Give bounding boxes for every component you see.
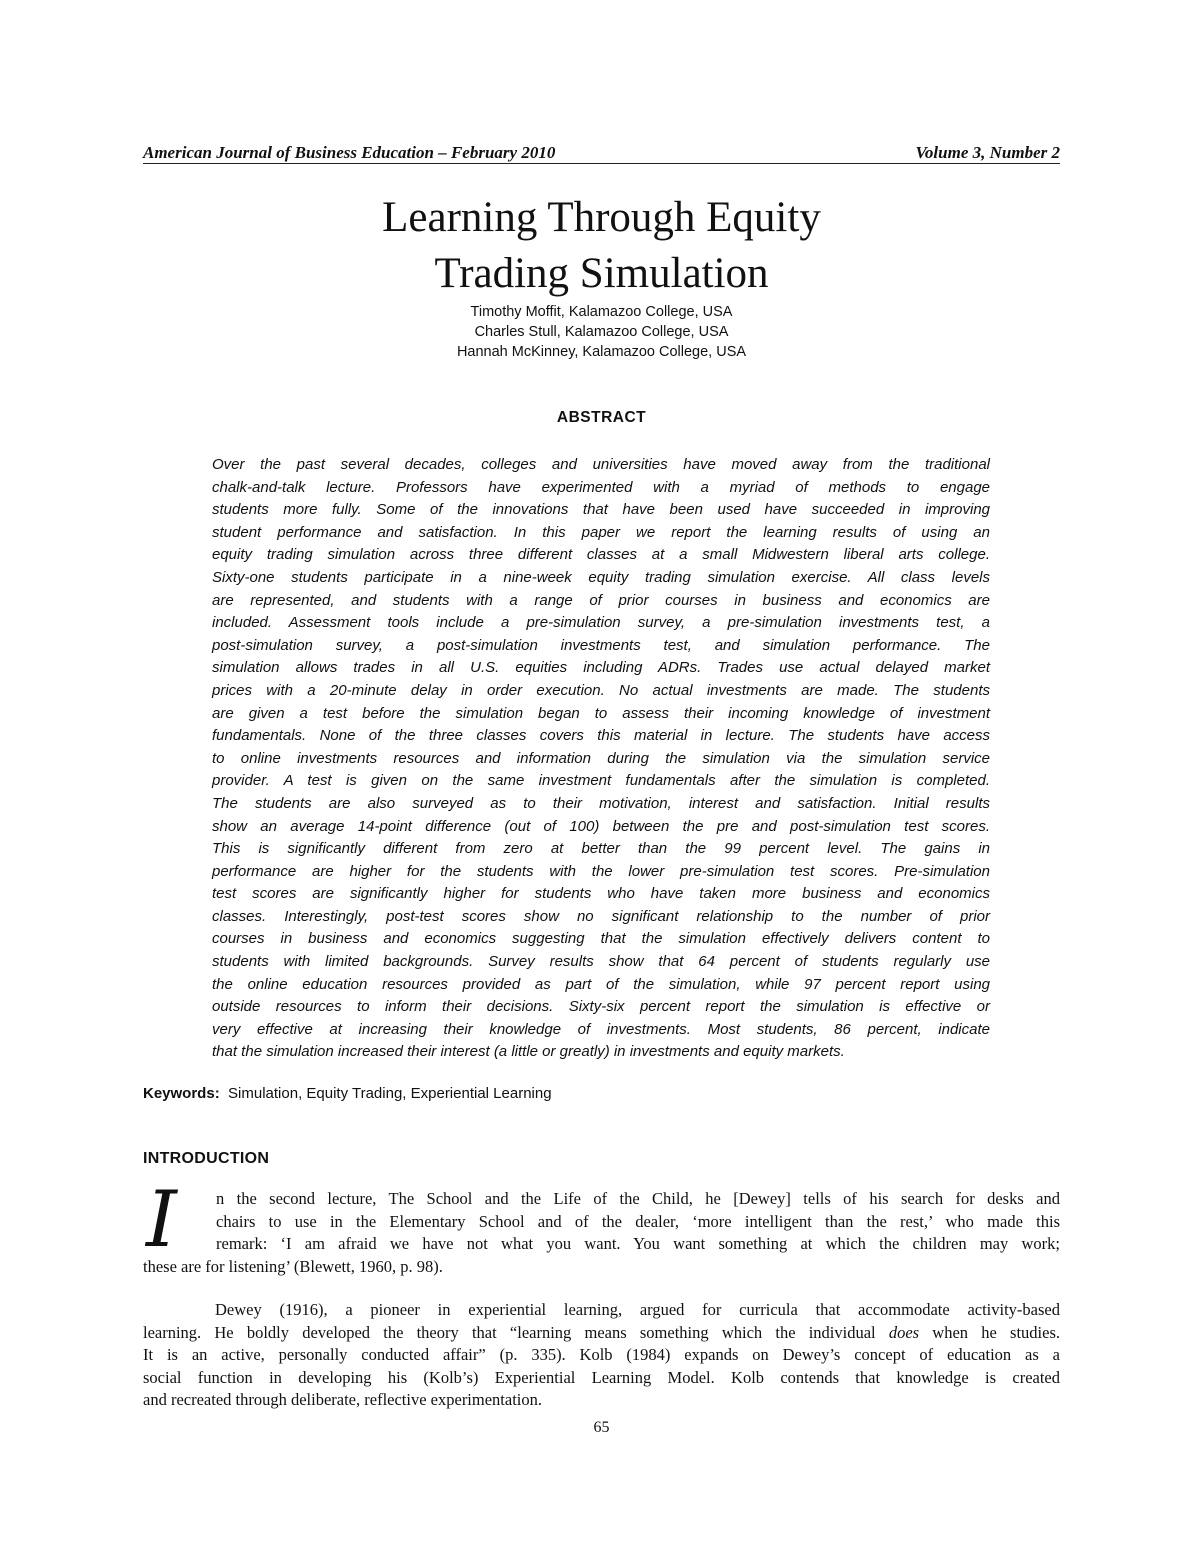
abstract-line: prices with a 20-minute delay in order execution. No actual investments are made. The students <box>212 681 990 699</box>
introduction-heading: INTRODUCTION <box>143 1150 270 1167</box>
abstract-line: the online education resources provided as part of the simulation, while 97 percent report using <box>212 975 990 993</box>
volume-number: Volume 3, Number 2 <box>915 143 1060 162</box>
paragraph-line: It is an active, personally conducted affair” (p. 335). Kolb (1984) expands on Dewey’s concept of education as a <box>143 1345 1060 1365</box>
abstract-line: Sixty-one students participate in a nine-week equity trading simulation exercise. All class levels <box>212 568 990 586</box>
drop-cap: I <box>146 1175 177 1265</box>
paragraph-line: remark: ‘I am afraid we have not what you want. You want something at which the children may work; <box>216 1234 1060 1254</box>
paragraph-line: and recreated through deliberate, reflective experimentation. <box>143 1390 543 1410</box>
abstract-line: simulation allows trades in all U.S. equities including ADRs. Trades use actual delayed market <box>212 659 990 677</box>
title-line-2: Trading Simulation <box>434 250 769 297</box>
keywords-label: Keywords: <box>143 1085 220 1102</box>
abstract-body <box>212 454 990 1064</box>
abstract-line: very effective at increasing their knowledge of investments. Most students, 86 percent, indicate <box>212 1020 990 1038</box>
abstract-line: student performance and satisfaction. In this paper we report the learning results of using an <box>212 523 990 541</box>
abstract-line: that the simulation increased their interest (a little or greatly) in investments and equity markets. <box>212 1043 845 1061</box>
abstract-line: test scores are significantly higher for students who have taken more business and economics <box>212 885 990 903</box>
abstract-line: fundamentals. None of the three classes covers this material in lecture. The students have access <box>212 727 990 745</box>
abstract-line: students more fully. Some of the innovations that have been used have succeeded in improving <box>212 501 990 519</box>
paragraph-line: these are for listening’ (Blewett, 1960, p. 98). <box>143 1256 443 1276</box>
abstract-line: equity trading simulation across three different classes at a small Midwestern liberal arts college. <box>212 546 990 564</box>
introduction-paragraph-1 <box>143 1188 1060 1278</box>
abstract-line: show an average 14-point difference (out of 100) between the pre and post-simulation test scores. <box>212 817 990 835</box>
keywords-value: Simulation, Equity Trading, Experiential Learning <box>228 1085 552 1102</box>
title-line-1: Learning Through Equity <box>382 194 821 241</box>
abstract-line: chalk-and-talk lecture. Professors have experimented with a myriad of methods to engage <box>212 478 990 496</box>
text-run: when he studies. <box>919 1322 1060 1342</box>
keywords <box>143 1085 552 1102</box>
abstract-line: outside resources to inform their decisions. Sixty-six percent report the simulation is effective or <box>212 998 990 1016</box>
running-header <box>143 143 1060 164</box>
abstract-line: are represented, and students with a range of prior courses in business and economics are <box>212 591 990 609</box>
abstract-line: included. Assessment tools include a pre-simulation survey, a pre-simulation investments test, a <box>212 614 990 632</box>
paragraph-line <box>143 1322 1060 1345</box>
emphasis-does: does <box>888 1322 920 1342</box>
abstract-line: Over the past several decades, colleges and universities have moved away from the traditional <box>212 456 990 473</box>
abstract-line: to online investments resources and information during the simulation via the simulation service <box>212 749 990 767</box>
abstract-line: courses in business and economics suggesting that the simulation effectively delivers content to <box>212 930 990 948</box>
text-run: learning. He boldly developed the theory that “learning means something which the individual <box>143 1322 889 1342</box>
introduction-paragraph-2 <box>143 1299 1060 1412</box>
paper-title <box>143 190 1060 302</box>
abstract-line: are given a test before the simulation began to assess their incoming knowledge of investment <box>212 704 990 722</box>
author: Hannah McKinney, Kalamazoo College, USA <box>456 344 747 360</box>
author-list <box>143 302 1060 362</box>
abstract-line: performance are higher for the students with the lower pre-simulation test scores. Pre-simulation <box>212 862 990 880</box>
author: Charles Stull, Kalamazoo College, USA <box>474 324 729 340</box>
paragraph-line: n the second lecture, The School and the Life of the Child, he [Dewey] tells of his search for desks and <box>216 1189 1060 1208</box>
abstract-line: This is significantly different from zero at better than the 99 percent level. The gains in <box>212 840 990 858</box>
abstract-line: students with limited backgrounds. Survey results show that 64 percent of students regularly use <box>212 953 990 971</box>
abstract-line: post-simulation survey, a post-simulation investments test, and simulation performance. The <box>212 636 990 654</box>
page-number: 65 <box>593 1419 610 1436</box>
abstract-line: provider. A test is given on the same investment fundamentals after the simulation is completed. <box>212 772 990 790</box>
paragraph-line: chairs to use in the Elementary School and of the dealer, ‘more intelligent than the rest,’ who made this <box>216 1211 1060 1231</box>
abstract-line: The students are also surveyed as to their motivation, interest and satisfaction. Initial results <box>212 794 990 812</box>
paragraph-line: Dewey (1916), a pioneer in experiential learning, argued for curricula that accommodate activity-based <box>215 1300 1060 1319</box>
abstract-heading: ABSTRACT <box>556 409 647 426</box>
paragraph-line: social function in developing his (Kolb’s) Experiential Learning Model. Kolb contends that knowledge is created <box>143 1367 1060 1387</box>
abstract-line: classes. Interestingly, post-test scores show no significant relationship to the number of prior <box>212 907 990 925</box>
author: Timothy Moffit, Kalamazoo College, USA <box>470 304 733 320</box>
journal-name: American Journal of Business Education – February 2010 <box>143 143 556 162</box>
